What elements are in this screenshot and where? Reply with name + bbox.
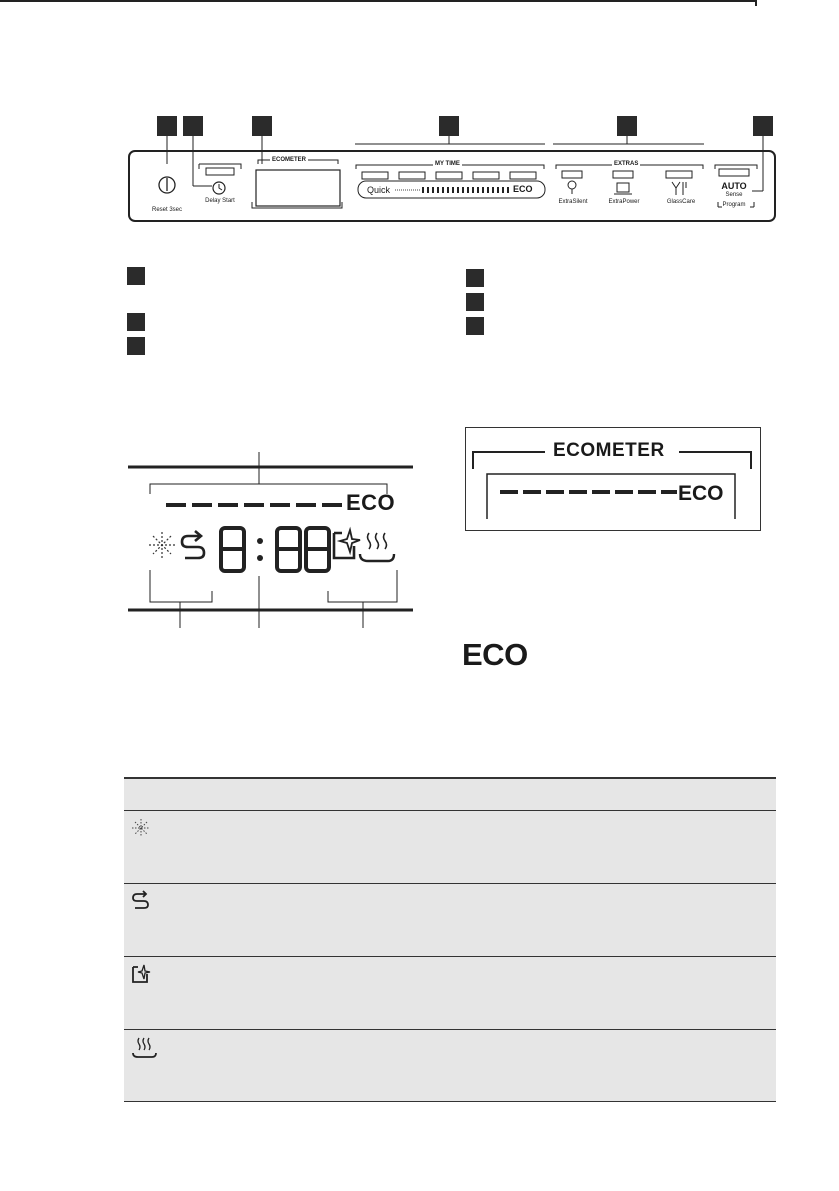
callout-3 [252,116,272,136]
ecometer-panel-label: ECOMETER [272,157,307,163]
reset-label: Reset 3sec [151,207,182,213]
callout-2 [183,116,203,136]
header-rule-end [755,0,757,6]
table-row [124,1029,776,1102]
display-diagram [128,450,418,635]
auto-label: AUTO [721,181,747,191]
table-header [124,779,776,810]
legend-marker-1 [127,267,145,285]
ecometer-box-title: ECOMETER [553,440,665,461]
table-row [124,956,776,1029]
callout-5 [617,116,637,136]
glasscare-label: GlassCare [666,199,696,205]
callout-4 [439,116,459,136]
display-eco-label: ECO [346,490,396,515]
delay-start-label: Delay Start [205,198,235,204]
drying-icon [130,1036,158,1060]
mytime-eco-label: ECO [513,184,533,194]
eco-symbol: ECO [462,637,528,672]
legend-marker-5 [466,293,484,311]
control-panel [120,136,780,226]
callout-6 [753,116,773,136]
quick-label: Quick [367,185,391,195]
program-label: Program [722,202,746,208]
callout-1 [157,116,177,136]
table-row [124,883,776,956]
machine-care-icon [130,963,152,985]
table-row [124,810,776,883]
header-rule [0,0,757,2]
sense-label: Sense [725,192,743,198]
legend-marker-2 [127,313,145,331]
extrasilent-label: ExtraSilent [558,199,588,205]
mytime-label: MY TIME [435,161,460,167]
legend-marker-4 [466,269,484,287]
salt-regeneration-icon [130,890,152,912]
ecometer-box-eco: ECO [678,482,724,505]
extras-label: EXTRAS [614,161,639,167]
extrapower-label: ExtraPower [608,199,640,205]
legend-marker-6 [466,317,484,335]
legend-marker-3 [127,337,145,355]
rinse-aid-indicator-icon [130,817,152,839]
